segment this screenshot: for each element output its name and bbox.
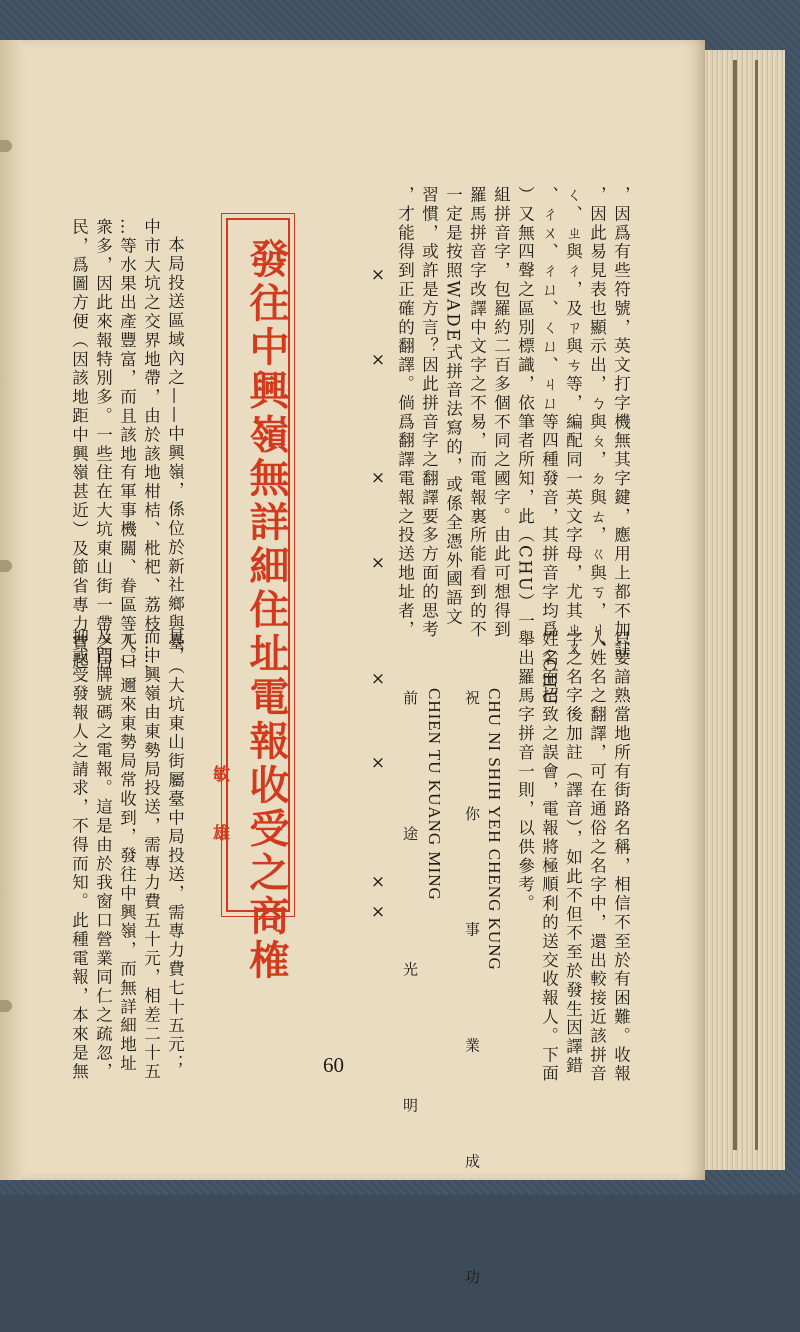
page-edge-line — [733, 60, 737, 1150]
text-column: 及門牌號碼之電報。這是由於我窗口營業同仁之疏忽， — [93, 628, 113, 1082]
page-stack-edges — [700, 50, 785, 1170]
text-column: 本局投送區域內之——中興嶺，係位於新社鄉與臺 — [165, 236, 185, 652]
binding-hole — [0, 560, 12, 572]
text-column: 字之名字後加註（譯音），如此不但不至於發生因譯錯 — [563, 630, 583, 1076]
romanization-line: CHU NI SHIH YEH CHENG KUNG — [485, 688, 504, 971]
text-column: 中市大坑之交界地帶，由於該地柑桔、枇杷、荔枝…… — [141, 218, 161, 672]
page-edge-line — [755, 60, 758, 1150]
text-column: ，因爲有些符號，英文打字機無其字鍵，應用上都不加註 — [611, 186, 631, 659]
text-column: ㄑ、ㄓ與ㄔ，及ㄗ與ㄘ等，編配同一英文字母，尤其ㄓㄨ — [563, 186, 583, 659]
text-column: ）又無四聲之區別標識，依筆者所知，此（CHU）一 — [515, 186, 535, 632]
x-mark: × — [368, 753, 388, 773]
text-column: 衆多，因此來報特別多。一些住在大坑東山街一帶之居 — [93, 218, 113, 672]
x-mark: × — [368, 902, 388, 922]
text-column: 人姓名之翻譯，可在通俗之名字中，還出較接近該拼音 — [587, 630, 607, 1084]
x-mark: × — [368, 350, 388, 370]
text-column: 習慣，或許是方言？因此拼音字之翻譯要多方面的思考 — [419, 186, 439, 640]
x-mark: × — [368, 553, 388, 573]
x-mark: × — [368, 265, 388, 285]
text-column: 羅馬拼音字改譯中文字之不易，而電報裏所能看到的不 — [467, 186, 487, 640]
text-column: 民，爲圖方便（因該地距中興嶺甚近）及節省專力費起 — [69, 218, 89, 672]
text-column: 姓名而招致之誤會，電報將極順利的送交收報人。下面 — [539, 630, 559, 1084]
binding-hole — [0, 1000, 12, 1012]
text-column: 元。）邇來東勢局常收到，發往中興嶺，而無詳細地址 — [117, 628, 137, 1074]
page-binding — [0, 40, 22, 1180]
romanization-chinese: 祝 你 事 業 成 功 — [463, 690, 481, 1332]
x-mark: × — [368, 468, 388, 488]
article-title: 發往中興嶺無詳細住址電報收受之商榷 — [243, 238, 290, 983]
text-column: 而中興嶺由東勢局投送，需專力費五十元，相差二十五 — [141, 628, 161, 1082]
text-column: …等水果出產豐富，而且該地有軍事機關、眷區等人口 — [117, 218, 137, 672]
text-column: 只要諳熟當地所有街路名稱，相信不至於有困難。收報 — [611, 630, 631, 1084]
binding-hole — [0, 140, 12, 152]
x-mark: × — [368, 669, 388, 689]
text-column: 抑或受發報人之請求，不得而知。此種電報，本來是無 — [69, 628, 89, 1082]
text-column: 一定是按照WADE式拼音法寫的，或係全憑外國語文 — [443, 186, 463, 627]
text-column: ，才能得到正確的翻譯。倘爲翻譯電報之投送地址者， — [395, 186, 415, 640]
page-number: 60 — [323, 1053, 344, 1077]
x-mark: × — [368, 872, 388, 892]
text-column: 、ㄔㄨ、ㄔㄩ、ㄑㄩ、ㄐㄩ等四種發音，其拼音字均爲（CHU — [539, 186, 559, 707]
text-column: 組拼音字，包羅約二百多個不同之國字。由此可想得到 — [491, 186, 511, 640]
romanization-chinese: 前 途 光 明 — [401, 690, 419, 1171]
article-author: 敏 雄 — [209, 765, 229, 859]
romanization-line: CHIEN TU KUANG MING — [425, 688, 444, 901]
text-column: ，因此易見表也顯示出，ㄅ與ㄆ，ㄉ與ㄊ，ㄍ與ㄎ，ㄐ、 — [587, 186, 607, 659]
text-column: 見，（大坑東山街屬臺中局投送，需專力費七十五元； — [165, 628, 185, 1074]
text-column: 舉出羅馬字拼音一則，以供參考。 — [515, 630, 535, 914]
